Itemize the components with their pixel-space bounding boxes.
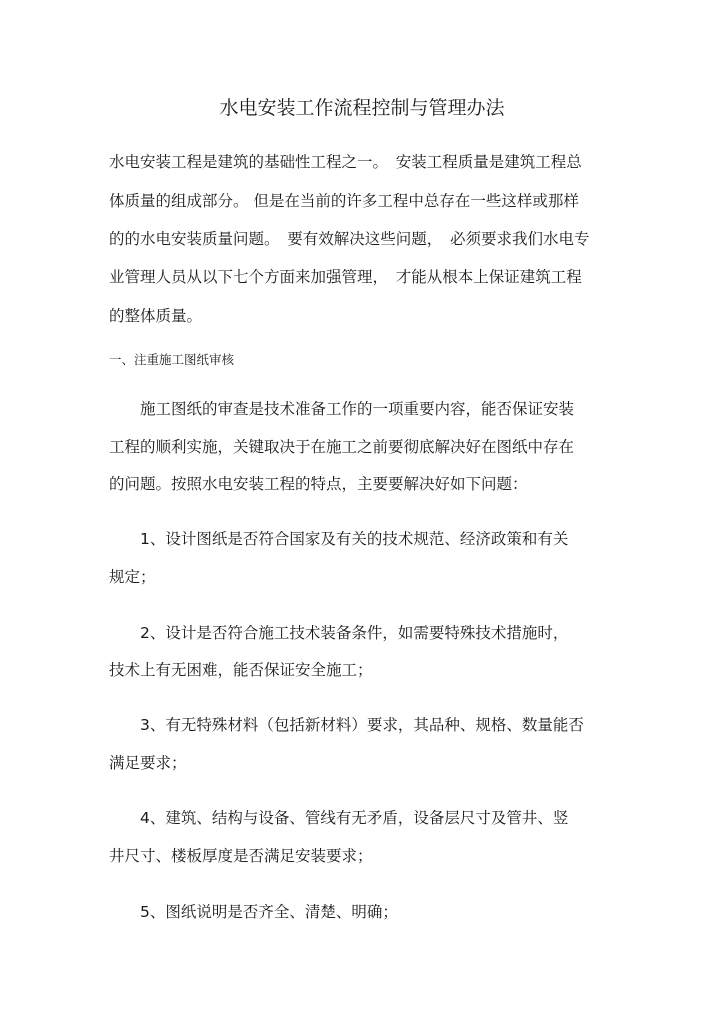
list-item-2-line-1: 2、设计是否符合施工技术装备条件，如需要特殊技术措施时， [140, 624, 569, 642]
list-item-2-line-2: 技术上有无困难，能否保证安全施工； [109, 661, 373, 679]
list-item-5-line-1: 5、图纸说明是否齐全、清楚、明确； [140, 903, 398, 921]
intro-line-4: 业管理人员从以下七个方面来加强管理， 才能从根本上保证建筑工程 [109, 268, 582, 286]
list-item-3-line-2: 满足要求； [109, 754, 187, 772]
list-item-1-line-2: 规定； [109, 568, 156, 586]
document-title: 水电安装工作流程控制与管理办法 [219, 97, 505, 119]
intro-line-3: 的的水电安装质量问题。 要有效解决这些问题， 必须要求我们水电专 [109, 230, 590, 248]
intro-line-1: 水电安装工程是建筑的基础性工程之一。 安装工程质量是建筑工程总 [109, 153, 582, 171]
intro-line-2: 体质量的组成部分。 但是在当前的许多工程中总存在一些这样或那样 [109, 192, 579, 210]
list-item-4-line-1: 4、建筑、结构与设备、管线有无矛盾，设备层尺寸及管井、竖 [140, 809, 569, 827]
section-heading: 一、注重施工图纸审核 [109, 352, 235, 367]
section-line-1: 施工图纸的审查是技术准备工作的一项重要内容，能否保证安装 [140, 400, 575, 418]
section-line-3: 的问题。按照水电安装工程的特点，主要要解决好如下问题： [109, 475, 528, 493]
list-item-3-line-1: 3、有无特殊材料（包括新材料）要求，其品种、规格、数量能否 [140, 716, 584, 734]
list-item-4-line-2: 井尺寸、楼板厚度是否满足安装要求； [109, 847, 373, 865]
intro-line-5: 的整体质量。 [109, 307, 203, 325]
section-line-2: 工程的顺利实施，关键取决于在施工之前要彻底解决好在图纸中存在 [109, 438, 575, 456]
list-item-1-line-1: 1、设计图纸是否符合国家及有关的技术规范、经济政策和有关 [140, 530, 569, 548]
